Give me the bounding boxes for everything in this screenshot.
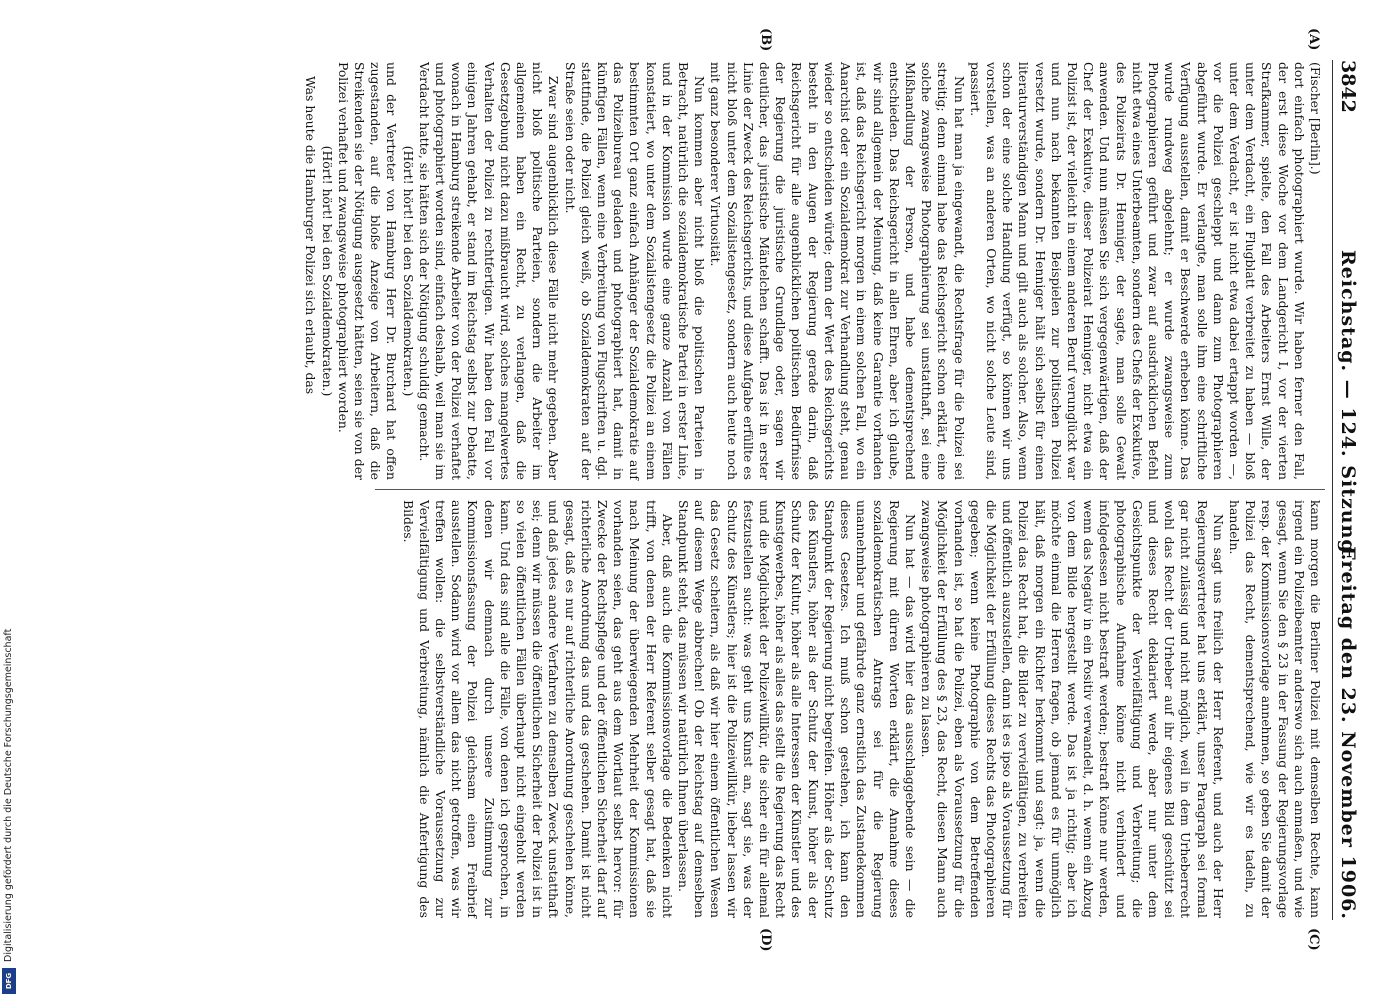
funding-sidebar xyxy=(0,0,18,1000)
margin-letter-c: (C) xyxy=(1306,928,1321,951)
speaker-line: (Fischer [Berlin].) xyxy=(1308,62,1323,175)
margin-letter-b: (B) xyxy=(758,28,773,52)
paragraph: und der Vertreter von Hamburg Herr Dr. Burchard hat offen zugestanden, auf die bloße Anzeige von Arbeitern, daß die Streikenden sie der Nötigung ausgesetzt hätten, seien sie von der Polizei verhaftet und zwangsweise photographiert worden. xyxy=(335,62,400,480)
dfg-logo xyxy=(2,968,16,994)
paragraph: Zwar sind augenblicklich diese Fälle nicht mehr gegeben. Aber nicht bloß politische Parteien, sondern die Arbeiter im allgemeinen haben ein Recht, zu verlangen, daß die Gesetzgebung nicht dazu mißbraucht wird, solches mangelwertes Verhalten der Polizei zu rechtfertigen. Wir haben den Fall vor einigen Jahren gehabt, er stand im Reichstag selbst zur Debatte, wonach in Hamburg streikende Arbeiter von der Polizei verhaftet und photographiert worden sind, einfach deshalb, weil man sie im Verdacht hatte, sie hätten sich der Nötigung schuldig gemacht. xyxy=(416,62,562,480)
interjection: (Hört! hört! bei den Sozialdemokraten.) xyxy=(400,145,416,397)
paragraph: Nun kommen aber nicht bloß die politischen Parteien in Betracht, natürlich die sozialdemokratische Partei in erster Linie, und in der Kommission wurde eine ganze Anzahl von Fällen konstatiert, wo unter dem Sozialistengesetz die Polizei an einem bestimmten Ort ganz einfach Anhänger der Sozialdemokratie auf das Polizeibureau geladen und photographiert hat, damit in künftigen Fällen, wenn eine Verbreitung von Flugschriften u. dgl. stattfinde, die Polizei gleich weiß, ob Sozialdemokraten auf der Straße seien oder nicht. xyxy=(562,62,708,480)
paragraph: kann morgen die Berliner Polizei mit demselben Rechte, kann irgend ein Polizeibeamter anderswo sich auch anmaßen, und wie gesagt, wenn Sie den § 23 in der Fassung der Regierungsvorlage resp. der Kommissionsvorlage annehmen, so geben Sie damit der Polizei das Recht, dementsprechend, wie wir es tadeln, zu handeln. xyxy=(1226,500,1323,918)
paragraph: Nun hat — das wird hier das ausschlaggebende sein — die Regierung mit dürren Worten erklärt, die Annahme dieses sozialdemokratischen Antrags sei für die Regierung unannehmbar und gefährde ganz ernstlich das Zustandekommen dieses Gesetzes. Ich muß schon gestehen, ich kann den Standpunkt der Regierung nicht begreifen. Höher als der Schutz des Künstlers, höher als der Schutz der Kunst, höher als der Schutz der Kultur, höher als alle Interessen der Künstler und des Kunstgewerbes, höher als alles das stellt die Regierung das Recht und die Möglichkeit der Polizeiwillkür, die sicher ein für allemal festzustellen sucht: was geht uns Kunst an, sagt sie, was der Schutz des Künstlers; hier ist die Polizeiwillkür, lieber lassen wir das Gesetz scheitern, als daß wir hier einem öffentlichen Wesen auf diesem Wege abbrechen! Ob der Reichstag auf demselben Standpunkt steht, das müssen wir natürlich Ihnen überlassen. xyxy=(676,500,918,918)
page-title: Reichstag. — 124. Sitzung. xyxy=(1337,250,1359,562)
paragraph: Nun hat man ja eingewandt, die Rechtsfrage für die Polizei sei streitig; denn einmal habe das Reichsgericht schon erklärt, eine solche zwangsweise Photographierung sei unstatthaft, sei eine Mißhandlung der Person, und habe dementsprechend entschieden. Das Reichsgericht in allen Ehren, aber ich glaube, wir sind allgemein der Meinung, daß keine Garantie vorhanden ist, daß das Reichsgericht morgen in einem solchen Fall, wo ein Anarchist oder ein Sozialdemokrat zur Verhandlung steht, genau wieder so entscheiden würde; denn der Wert des Reichsgerichts besteht in den Augen der Regierung gerade darin, daß Reichsgericht für alle augenblicklichen politischen Bedürfnisse der Regierung die juristische Grundlage oder, sagen wir deutlicher, das juristische Mäntelchen schafft. Das ist in erster Linie der Zweck des Reichsgerichts, und diese Aufgabe erfüllte es nicht bloß unter dem Sozialistengesetz, sondern auch heute noch mit ganz besonderer Virtuosität. xyxy=(708,62,967,480)
left-column xyxy=(302,62,1323,480)
margin-letter-d: (D) xyxy=(758,928,773,952)
interjection: (Hört! hört! bei den Sozialdemokraten.) xyxy=(319,145,335,397)
session-date: Freitag den 23. November 1906. xyxy=(1337,546,1359,920)
paragraph: Aber, daß auch die Kommissionsvorlage die Bedenken nicht trifft, von denen der Herr Referent selber gesagt hat, daß sie nach Meinung der überwiegenden Mehrheit der Kommissionen vorhanden seien, das geht aus dem Wortlaut selbst hervor: für Zwecke der Rechtspflege und der öffentlichen Sicherheit darf auf richterliche Anordnung das und das geschehen. Damit ist nicht gesagt, daß es nur auf richterliche Anordnung geschehen könne, und daß jedes andere Verfahren zu demselben Zweck unstatthaft sei; denn wir müssen die öffentlichen Sicherheit der Polizei ist in so vielen öffentlichen Fällen überhaupt nicht eingeholt werden kann. Und das sind alle die Fälle, von denen ich gesprochen, in denen wir demnach durch unsere Zustimmung zur Kommissionsfassung der Polizei gleichsam einen Freibrief ausstellen. Sodann wird vor allem das nicht getroffen, was wir treffen wollen: die selbstverständliche Voraussetzung zur Vervielfältigung und Verbreitung, nämlich die Anfertigung des Bildes. xyxy=(400,500,675,918)
column-divider xyxy=(375,489,1325,490)
funding-credit: Digitalisierung gefördert durch die Deutsche Forschungsgemeinschaft xyxy=(3,628,14,962)
margin-letter-a: (A) xyxy=(1306,28,1321,51)
page-header xyxy=(1327,60,1367,920)
paragraph-last-line: Was heute die Hamburger Polizei sich erlaubt, das xyxy=(303,76,319,395)
dfg-logo-text: DFG xyxy=(5,972,13,990)
paragraph: dort einfach photographiert wurde. Wir haben ferner den Fall, der erst diese Woche vor dem Landgericht I, vor der vierten Strafkammer, spielte, den Fall des Arbeiters Ernst Wille, der unter dem Verdacht, ein Flugblatt verbreitet zu haben — bloß unter dem Verdacht, er ist nicht etwa dabei ertappt worden —, vor die Polizei geschleppt und dann zum Photographieren abgeführt wurde. Er verlangte, man solle ihm eine schriftliche Verfügung ausstellen, damit er Beschwerde erheben könne. Das wurde rundweg abgelehnt; er wurde zwangsweise zum Photographieren geführt und zwar auf ausdrücklichen Befehl nicht etwa eines Unterbeamten, sondern des Chefs der Exekutive, des Polizeirats Dr. Henniger, der sagte, man solle Gewalt anwenden. Und nun müssen Sie sich vergegenwärtigen, daß der Chef der Exekutive, dieser Polizeirat Henniger, nicht etwa ein Polizist ist, der vielleicht in einem anderen Beruf verunglückt war und nun nach bekannten Beispielen zur politischen Polizei versetzt wurde, sondern Dr. Henniger hält sich selbst für einen literaturverständigen Mann und gilt auch als solcher. Also, wenn schon der eine solche Handlung verfügt, so können wir uns vorstellen, was an anderen Orten, wo nicht solche Leute sind, passiert. xyxy=(967,62,1307,480)
header-rule xyxy=(1332,60,1333,920)
right-column xyxy=(399,500,1323,918)
page-number: 3842 xyxy=(1337,60,1359,113)
paragraph: Nun sagt uns freilich der Herr Referent, und auch der Herr Regierungsvertreter hat uns erklärt, unser Paragraph sei formal gar nicht zulässig und nicht möglich, weil in dem Urheberrecht wohl das Recht der Urheber auf ihr eigenes Bild geschützt sei und dieses Recht deklariert werde, aber nur unter dem Gesichtspunkte der Vervielfältigung und Verbreitung; die photographische Aufnahme könne nicht verhindert und infolgedessen nicht bestraft werden; bestraft könne nur werden, wenn das Negativ in ein Positiv verwandelt, d. h. wenn ein Abzug von dem Bilde hergestellt werde. Das ist ja richtig; aber ich möchte einmal die Herren fragen, ob jemand es für unmöglich hält, daß morgen ein Richter herkommt und sagt: ja, wenn die Polizei das Recht hat, die Bilder zu vervielfältigen, zu verbreiten und öffentlich auszustellen, dann ist es ipso als Voraussetzung für die Möglichkeit der Erfüllung dieses Rechts das Photographieren gegeben; wenn keine Photographie von dem Betreffenden vorhanden ist, so hat die Polizei, eben als Voraussetzung für die Möglichkeit der Erfüllung des § 23, das Recht, diesen Mann auch zwangsweise photographieren zu lassen. xyxy=(919,500,1226,918)
